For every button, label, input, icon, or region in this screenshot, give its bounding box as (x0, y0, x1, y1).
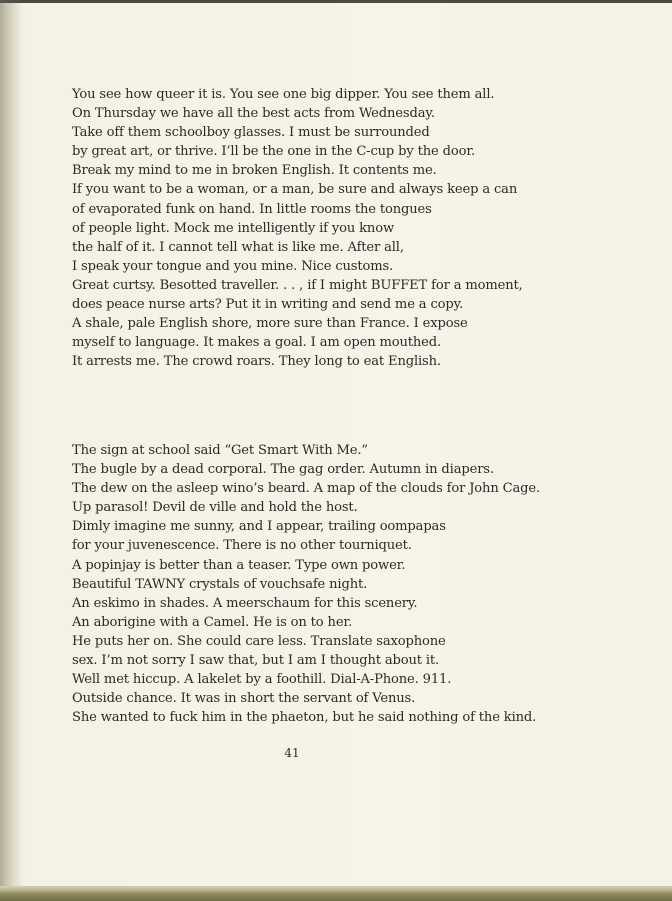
poem-line: On Thursday we have all the best acts from Wednesday. (72, 106, 435, 122)
poem-line: A popinjay is better than a teaser. Type own power. (72, 557, 406, 573)
poem-line: does peace nurse arts? Put it in writing and send me a copy. (72, 297, 464, 313)
poem-line: of people light. Mock me intelligently if you know (72, 220, 395, 236)
poem-line: It arrests me. The crowd roars. They long to eat English. (72, 354, 441, 370)
page-number: 41 (284, 746, 300, 760)
poem-stanza-2 (72, 441, 540, 727)
poem-line: the half of it. I cannot tell what is like me. After all, (72, 239, 404, 255)
poem-line: Dimly imagine me sunny, and I appear, trailing oompapas (72, 519, 446, 535)
poem-line: by great art, or thrive. I’ll be the one in the C-cup by the door. (72, 144, 476, 160)
poem-line: She wanted to fuck him in the phaeton, but he said nothing of the kind. (72, 710, 537, 726)
poem-line: I speak your tongue and you mine. Nice customs. (72, 258, 394, 274)
poem-line: The dew on the asleep wino’s beard. A map of the clouds for John Cage. (72, 481, 540, 497)
poem-stanza-1 (72, 85, 523, 371)
top-edge-line (0, 0, 672, 3)
poem-line: He puts her on. She could care less. Translate saxophone (72, 633, 446, 649)
poem-line: If you want to be a woman, or a man, be sure and always keep a can (72, 182, 518, 198)
poem-line: You see how queer it is. You see one big dipper. You see them all. (72, 87, 495, 102)
poem-line: sex. I’m not sorry I saw that, but I am I thought about it. (72, 653, 440, 669)
poem-line: The bugle by a dead corporal. The gag order. Autumn in diapers. (72, 462, 494, 478)
poem-line: Outside chance. It was in short the servant of Venus. (72, 691, 416, 707)
poem-line: for your juvenescence. There is no other tourniquet. (72, 538, 412, 554)
poem-line: of evaporated funk on hand. In little rooms the tongues (72, 201, 432, 217)
poem-line: The sign at school said “Get Smart With Me.” (72, 443, 368, 458)
poem-line: Take off them schoolboy glasses. I must be surrounded (72, 125, 430, 141)
poem-line: Beautiful TAWNY crystals of vouchsafe night. (72, 576, 368, 592)
poem-line: Break my mind to me in broken English. It contents me. (72, 163, 437, 179)
poem-line: myself to language. It makes a goal. I am open mouthed. (72, 335, 442, 351)
spine-shadow (0, 0, 22, 901)
poem-line: Up parasol! Devil de ville and hold the host. (72, 500, 358, 516)
poem-line: Great curtsy. Besotted traveller. . . , if I might BUFFET for a moment, (72, 277, 523, 293)
poem-line: A shale, pale English shore, more sure than France. I expose (72, 316, 468, 332)
poem-line: An eskimo in shades. A meerschaum for this scenery. (72, 595, 418, 611)
poem-line: Well met hiccup. A lakelet by a foothill. Dial-A-Phone. 911. (72, 672, 452, 688)
bottom-page-edge (0, 886, 672, 901)
poem-line: An aborigine with a Camel. He is on to her. (72, 614, 353, 630)
